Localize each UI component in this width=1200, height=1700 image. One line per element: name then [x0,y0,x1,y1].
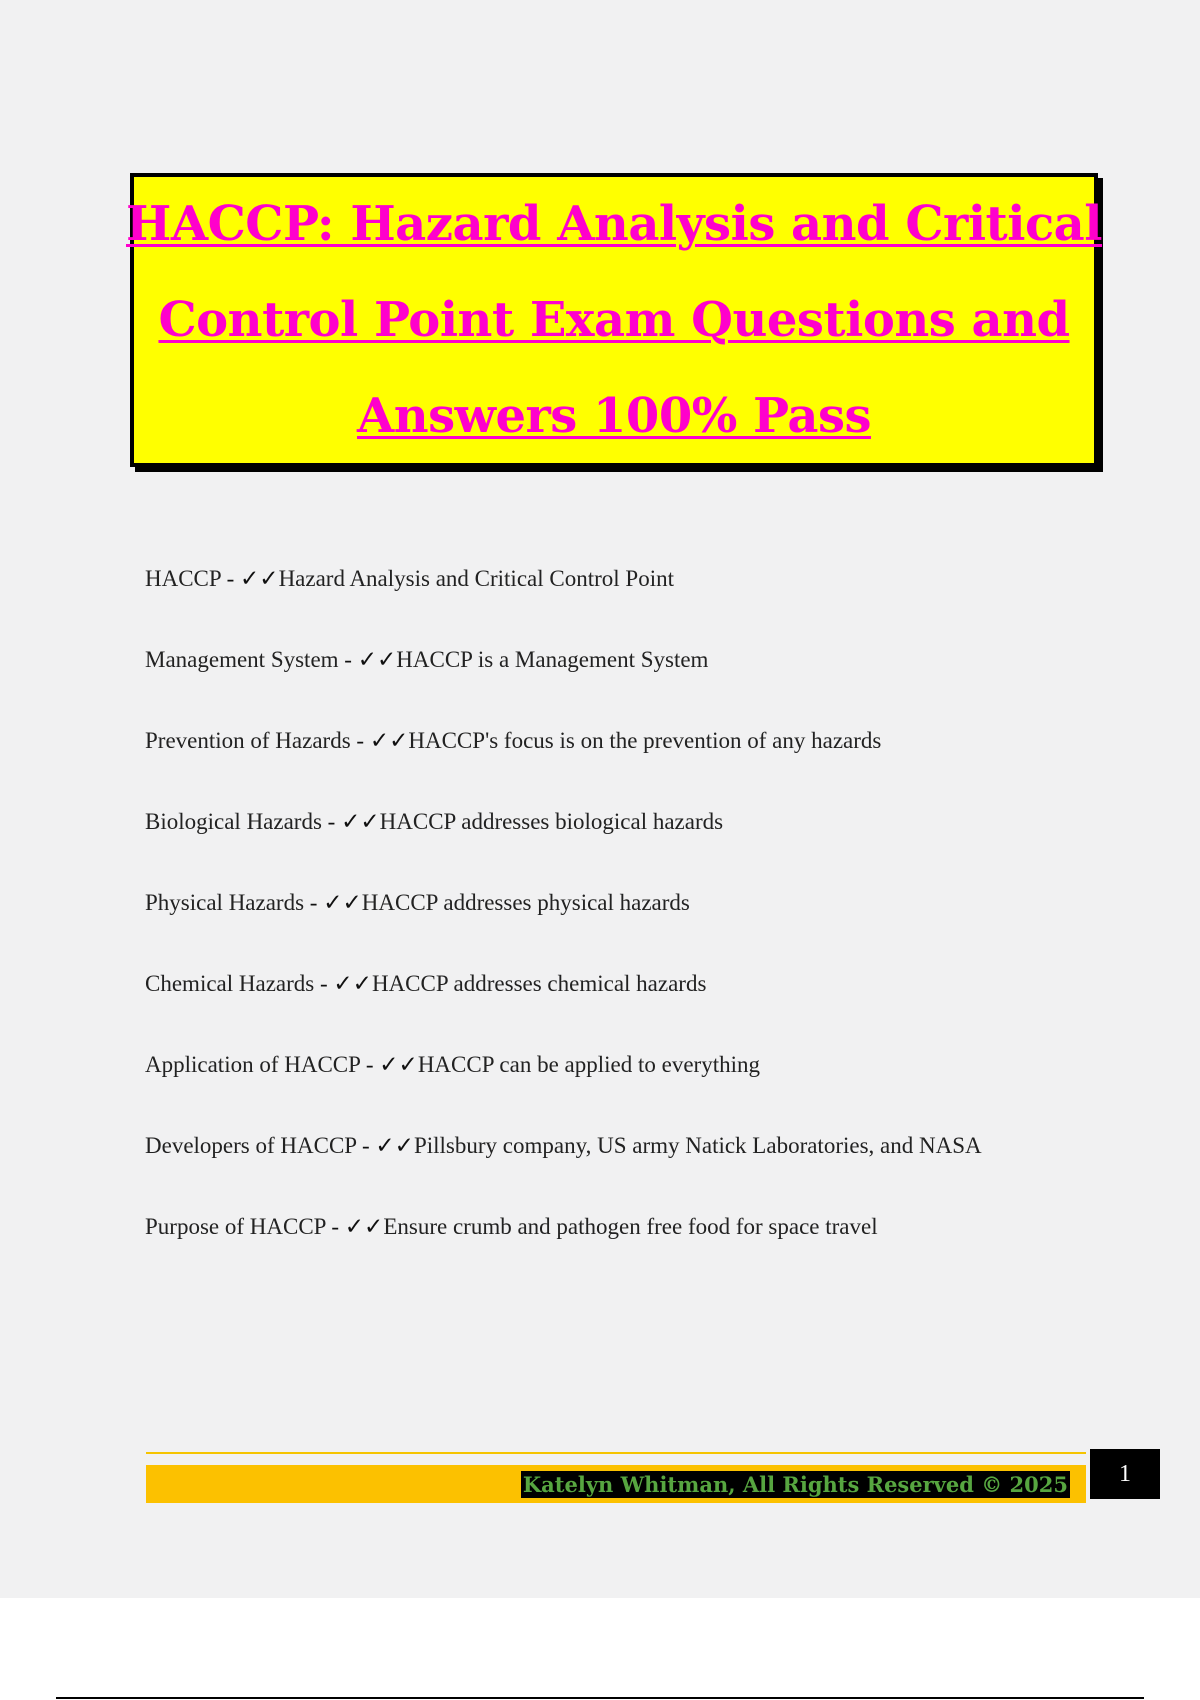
check-mark-icon: ✓✓ [333,971,372,996]
check-mark-icon: ✓✓ [379,1052,418,1077]
check-mark-icon: ✓✓ [344,1214,384,1239]
check-mark-icon: ✓✓ [341,809,380,834]
footer-copyright: Katelyn Whitman, All Rights Reserved © 2025 [522,1472,1068,1497]
qa-answer: Pillsbury company, US army Natick Laboratories, and NASA [413,1133,982,1158]
qa-answer: HACCP can be applied to everything [417,1052,760,1077]
qa-term: Physical Hazards [145,890,305,915]
qa-separator: - [360,1052,380,1077]
page-number: 1 [1090,1449,1160,1499]
check-mark-icon: ✓✓ [375,1133,414,1158]
qa-separator: - [314,971,334,996]
qa-separator: - [321,809,342,834]
qa-separator: - [325,1214,345,1239]
qa-term: HACCP [145,566,221,591]
footer-bar [146,1465,1086,1503]
qa-term: Purpose of HACCP [145,1214,326,1239]
qa-answer: HACCP addresses chemical hazards [371,971,707,996]
qa-answer: Hazard Analysis and Critical Control Point [278,566,674,591]
qa-answer: HACCP addresses biological hazards [379,809,724,834]
qa-item [145,710,1075,772]
check-mark-icon: ✓✓ [369,728,409,753]
qa-item [145,872,1075,934]
qa-separator: - [356,1133,376,1158]
qa-list [145,548,1075,1277]
qa-item [145,791,1075,853]
qa-item [145,953,1075,1015]
qa-separator: - [350,728,370,753]
qa-term: Developers of HACCP [145,1133,357,1158]
qa-item [145,629,1075,691]
qa-item [145,1034,1075,1096]
qa-separator: - [220,566,241,591]
qa-separator: - [304,890,324,915]
title-box [126,173,1103,467]
title-line-2: Control Point Exam Questions and [158,292,1070,348]
qa-term: Chemical Hazards [145,971,315,996]
title-line-1: HACCP: Hazard Analysis and Critical [126,196,1103,252]
qa-answer: Ensure crumb and pathogen free food for space travel [383,1214,878,1239]
footer-rule [146,1452,1086,1454]
qa-separator: - [338,647,358,672]
check-mark-icon: ✓✓ [357,647,397,672]
qa-term: Application of HACCP [145,1052,361,1077]
bottom-rule [56,1697,1144,1699]
title-line-3: Answers 100% Pass [356,388,871,444]
qa-term: Biological Hazards [145,809,322,834]
qa-answer: HACCP is a Management System [396,647,709,672]
check-mark-icon: ✓✓ [240,566,279,591]
check-mark-icon: ✓✓ [323,890,362,915]
qa-item [145,1196,1075,1258]
qa-item [145,548,1075,610]
qa-term: Prevention of Hazards [145,728,351,753]
qa-term: Management System [145,647,339,672]
qa-item [145,1115,1075,1177]
qa-answer: HACCP's focus is on the prevention of any hazards [408,728,882,753]
qa-answer: HACCP addresses physical hazards [361,890,690,915]
